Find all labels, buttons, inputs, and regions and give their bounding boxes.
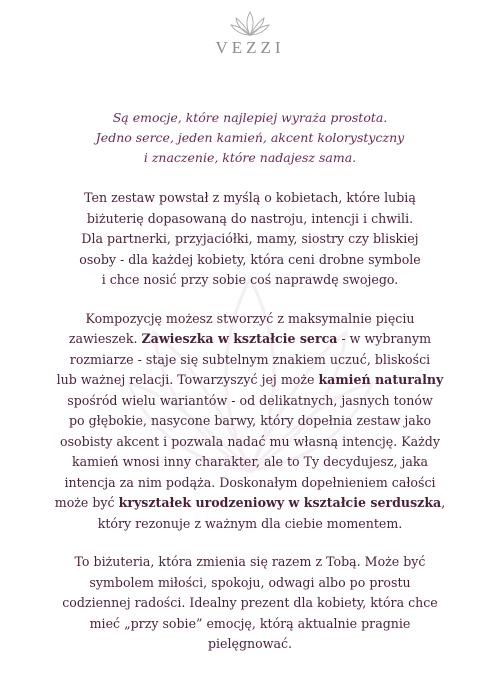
paragraph-line: zawieszek. Zawieszka w kształcie serca - w wybranym [68, 331, 432, 346]
paragraph-line: i chce nosić przy sobie coś naprawdę swojego. [101, 272, 399, 287]
paragraph-line: Kompozycję możesz stworzyć z maksymalnie pięciu [85, 310, 415, 326]
paragraph-line: Ten zestaw powstał z myślą o kobietach, które lubią [84, 190, 416, 205]
paragraph-line: intencja za nim podąża. Doskonałym dopełnieniem całości [64, 474, 436, 490]
lotus-icon [227, 10, 273, 38]
paragraph-line: lub ważnej relacji. Towarzyszyć jej może kamień naturalny [56, 372, 444, 387]
brand-name: VEZZI [215, 38, 285, 57]
description [40, 108, 460, 673]
highlight-birthstone: kryształek urodzeniowy w kształcie serduszka [118, 495, 442, 510]
paragraph-1 [40, 188, 460, 291]
paragraph-line: może być kryształek urodzeniowy w kształcie serduszka, [54, 495, 446, 510]
paragraph-line: To biżuteria, która zmienia się razem z Tobą. Może być [74, 554, 426, 569]
paragraph-line: codziennej radości. Idealny prezent dla kobiety, która chce [62, 595, 438, 610]
paragraph-line: Dla partnerki, przyjaciółki, mamy, siostry czy bliskiej [81, 231, 419, 246]
paragraph-line: który rezonuje z ważnym dla ciebie momentem. [97, 515, 403, 531]
paragraph-line: mieć „przy sobie” emocję, którą aktualnie pragnie [89, 615, 411, 631]
highlight-heart-charm: Zawieszka w kształcie serca [141, 331, 338, 346]
paragraph-line: spośród wielu wariantów - od delikatnych, jasnych tonów [67, 392, 433, 408]
paragraph-line: biżuterię dopasowaną do nastroju, intencji i chwili. [86, 210, 414, 226]
paragraph-line: po głębokie, nasycone barwy, który dopełnia zestaw jako [68, 413, 432, 428]
paragraph-line: osoby - dla każdej kobiety, która ceni drobne symbole [79, 251, 421, 267]
intro-text [40, 108, 460, 168]
paragraph-line: rozmiarze - staje się subtelnym znakiem uczuć, bliskości [69, 351, 431, 367]
intro-line: Są emocje, które najlepiej wyraża prostota. [112, 110, 388, 125]
paragraph-3 [40, 552, 460, 655]
brand-logo [0, 10, 500, 58]
highlight-natural-stone: kamień naturalny [318, 372, 444, 387]
paragraph-line: kamień wnosi inny charakter, ale to Ty decydujesz, jaka [71, 454, 429, 469]
paragraph-line: pielęgnować. [207, 636, 293, 651]
intro-line: i znaczenie, które nadajesz sama. [143, 150, 357, 165]
intro-line: Jedno serce, jeden kamień, akcent kolorystyczny [95, 130, 405, 145]
paragraph-line: osobisty akcent i pozwala nadać mu własną intencję. Każdy [60, 433, 440, 449]
paragraph-line: symbolem miłości, spokoju, odwagi albo po prostu [89, 574, 411, 590]
paragraph-2 [40, 309, 460, 535]
